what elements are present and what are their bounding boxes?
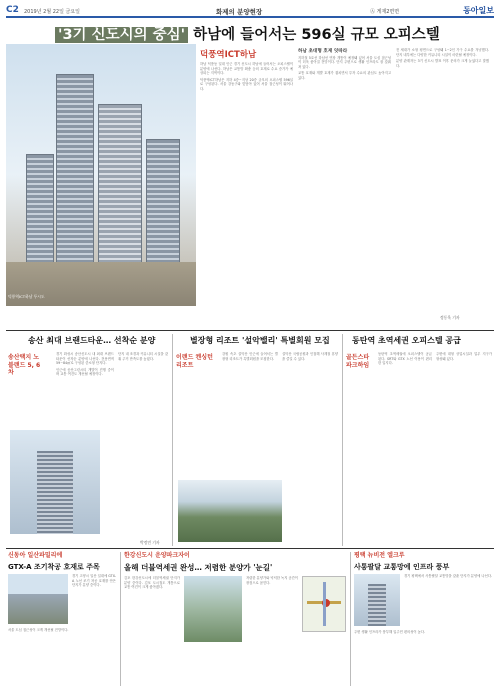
article2-body-b: 설악산 국립공원과 인접해 사계절 휴양을 즐길 수 있다. (282, 352, 338, 361)
section-title: 화제의 분양현장 (216, 8, 263, 16)
issue-date: 2019년 2월 22일 금요일 (24, 9, 81, 15)
article6-body-a: 경기 평택에서 사통팔달 교통망을 갖춘 단지가 분양에 나선다. (404, 574, 492, 578)
main-photo (6, 44, 196, 306)
article1-photo (10, 430, 100, 534)
article3-title: 동탄역 초역세권 오피스텔 공급 (352, 336, 461, 345)
article4-photo (8, 574, 68, 624)
article5-map (302, 576, 346, 632)
main-subhead: 덕풍역ICT하남 (200, 50, 257, 60)
article2-body-a: 강원 속초 설악산 인근에 들어서는 별장형 리조트가 특별회원을 모집한다. (222, 352, 278, 361)
article6-photo (354, 574, 400, 626)
article1-title: 송산 최대 브랜드타운… 선착순 분양 (28, 336, 156, 345)
main-byline: 정동욱 기자 (440, 315, 460, 320)
main-article-col3: 전 세대가 소형 평면으로 구성돼 1~2인 가구 수요를 겨냥했다. 단지 내부에는 다양한 커뮤니티 시설이 마련될 예정이다. 분양 관계자는 3기 신도시 발표 이후 문의가 크게 늘었다고 말했다. (396, 48, 489, 68)
article3-label: 골든스타 파크하임 (346, 354, 370, 369)
article3-body-b: 주변에 대형 상업시설과 업무 지구가 형성돼 있다. (436, 352, 492, 361)
article6-body-b: 주변 생활 인프라가 풍부해 입주민 편의성이 높다. (354, 630, 426, 634)
article5-body-b: 저렴한 분양가와 넉넉한 녹지 공간이 장점으로 꼽힌다. (246, 576, 298, 585)
headline-quote: '3기 신도시의 중심' (55, 27, 188, 43)
article1-label: 송산택지 노블랜드 5, 6차 (8, 354, 41, 376)
article4-title: GTX-A 조기착공 호재로 주목 (8, 563, 100, 571)
main-article-col1: 하남 덕풍동 일대 인근 경기 신도시 하남에 들어서는 오피스텔이 분양에 나선다. 하남은 교통망 확충 등의 호재로 수요 증가가 예상되는 지역이다. 덕풍역ICT하남은 지하 4층~지상 20층 규모의 오피스텔 596실로 구성된다. 서울 강동구와 맞닿아 있어 서울 접근성이 뛰어나다. (200, 62, 293, 91)
article5-body-a: 김포 한강신도시에 더블역세권 단지가 분양 중이다. 김포 도시철도 개통으로 교통 여건이 크게 좋아졌다. (124, 576, 180, 589)
article2-title: 별장형 리조트 '설악밸리' 특별회원 모집 (190, 336, 330, 345)
ad-label: Ⓐ 게재2면면 (370, 9, 400, 15)
article1-body-b: 단지 내 조경과 커뮤니티 시설을 갖춰 주거 만족도를 높였다. (118, 352, 168, 361)
article4-body-b: 서울 도심 접근성이 크게 개선될 전망이다. (8, 628, 69, 632)
main-minihead: 하남 초대형 호재 잇따라 (298, 49, 348, 54)
article4-body-a: 경기 고양시 일산 일대에 GTX-A 노선 조기 착공 호재를 안은 단지가 분양 중이다. (72, 574, 116, 587)
article1-byline: 박정민 기자 (140, 540, 160, 545)
article6-title: 사통팔달 교통망에 인프라 풍부 (354, 563, 450, 571)
article2-photo (178, 480, 282, 542)
article5-title: 올해 더블역세권 완성… 저렴한 분양가 '눈길' (124, 563, 273, 572)
headline-text: 하남에 들어서는 596실 규모 오피스텔 (188, 27, 440, 43)
page-number: C2 (6, 5, 19, 15)
main-article-col2: 하남 초대형 호재 잇따라 지하철 5호선 하남선 연장 개통이 예정돼 있어 서울 도심 접근성이 더욱 좋아질 전망이다. 단지 주변으로 생활 인프라도 잘 갖춰져 있다. 교통 호재와 개발 호재가 겹치면서 투자 수요의 관심도 높아지고 있다. (298, 49, 391, 80)
article5-photo (184, 576, 242, 642)
location-pin-icon (322, 599, 330, 607)
page-header (6, 4, 494, 18)
main-headline (55, 23, 440, 44)
article3-body-a: 동탄역 초역세권에 오피스텔이 공급된다. SRT와 GTX 노선 이용이 편리한 입지다. (378, 352, 432, 365)
article2-label: 이랜드 켄싱턴리조트 (176, 354, 213, 369)
article4-label: 신동아 일산파밀리에 (8, 552, 63, 559)
photo-caption: 덕풍역ICT하남 투시도 (8, 294, 45, 299)
article1-body-a: 경기 화성시 송산신도시 내 최대 브랜드 타운이 선착순 분양에 나선다. 전용면적 59~84㎡로 구성된 중소형 단지다. 인근에 송산그린시티 개발이 진행 중이며 교통 여건도 개선될 예정이다. (56, 352, 114, 376)
newspaper-logo: 동아일보 (463, 6, 494, 15)
article6-label: 평택 뉴비전 엘크루 (354, 552, 405, 559)
article5-label: 한강신도시 운양파크자이 (124, 552, 190, 559)
